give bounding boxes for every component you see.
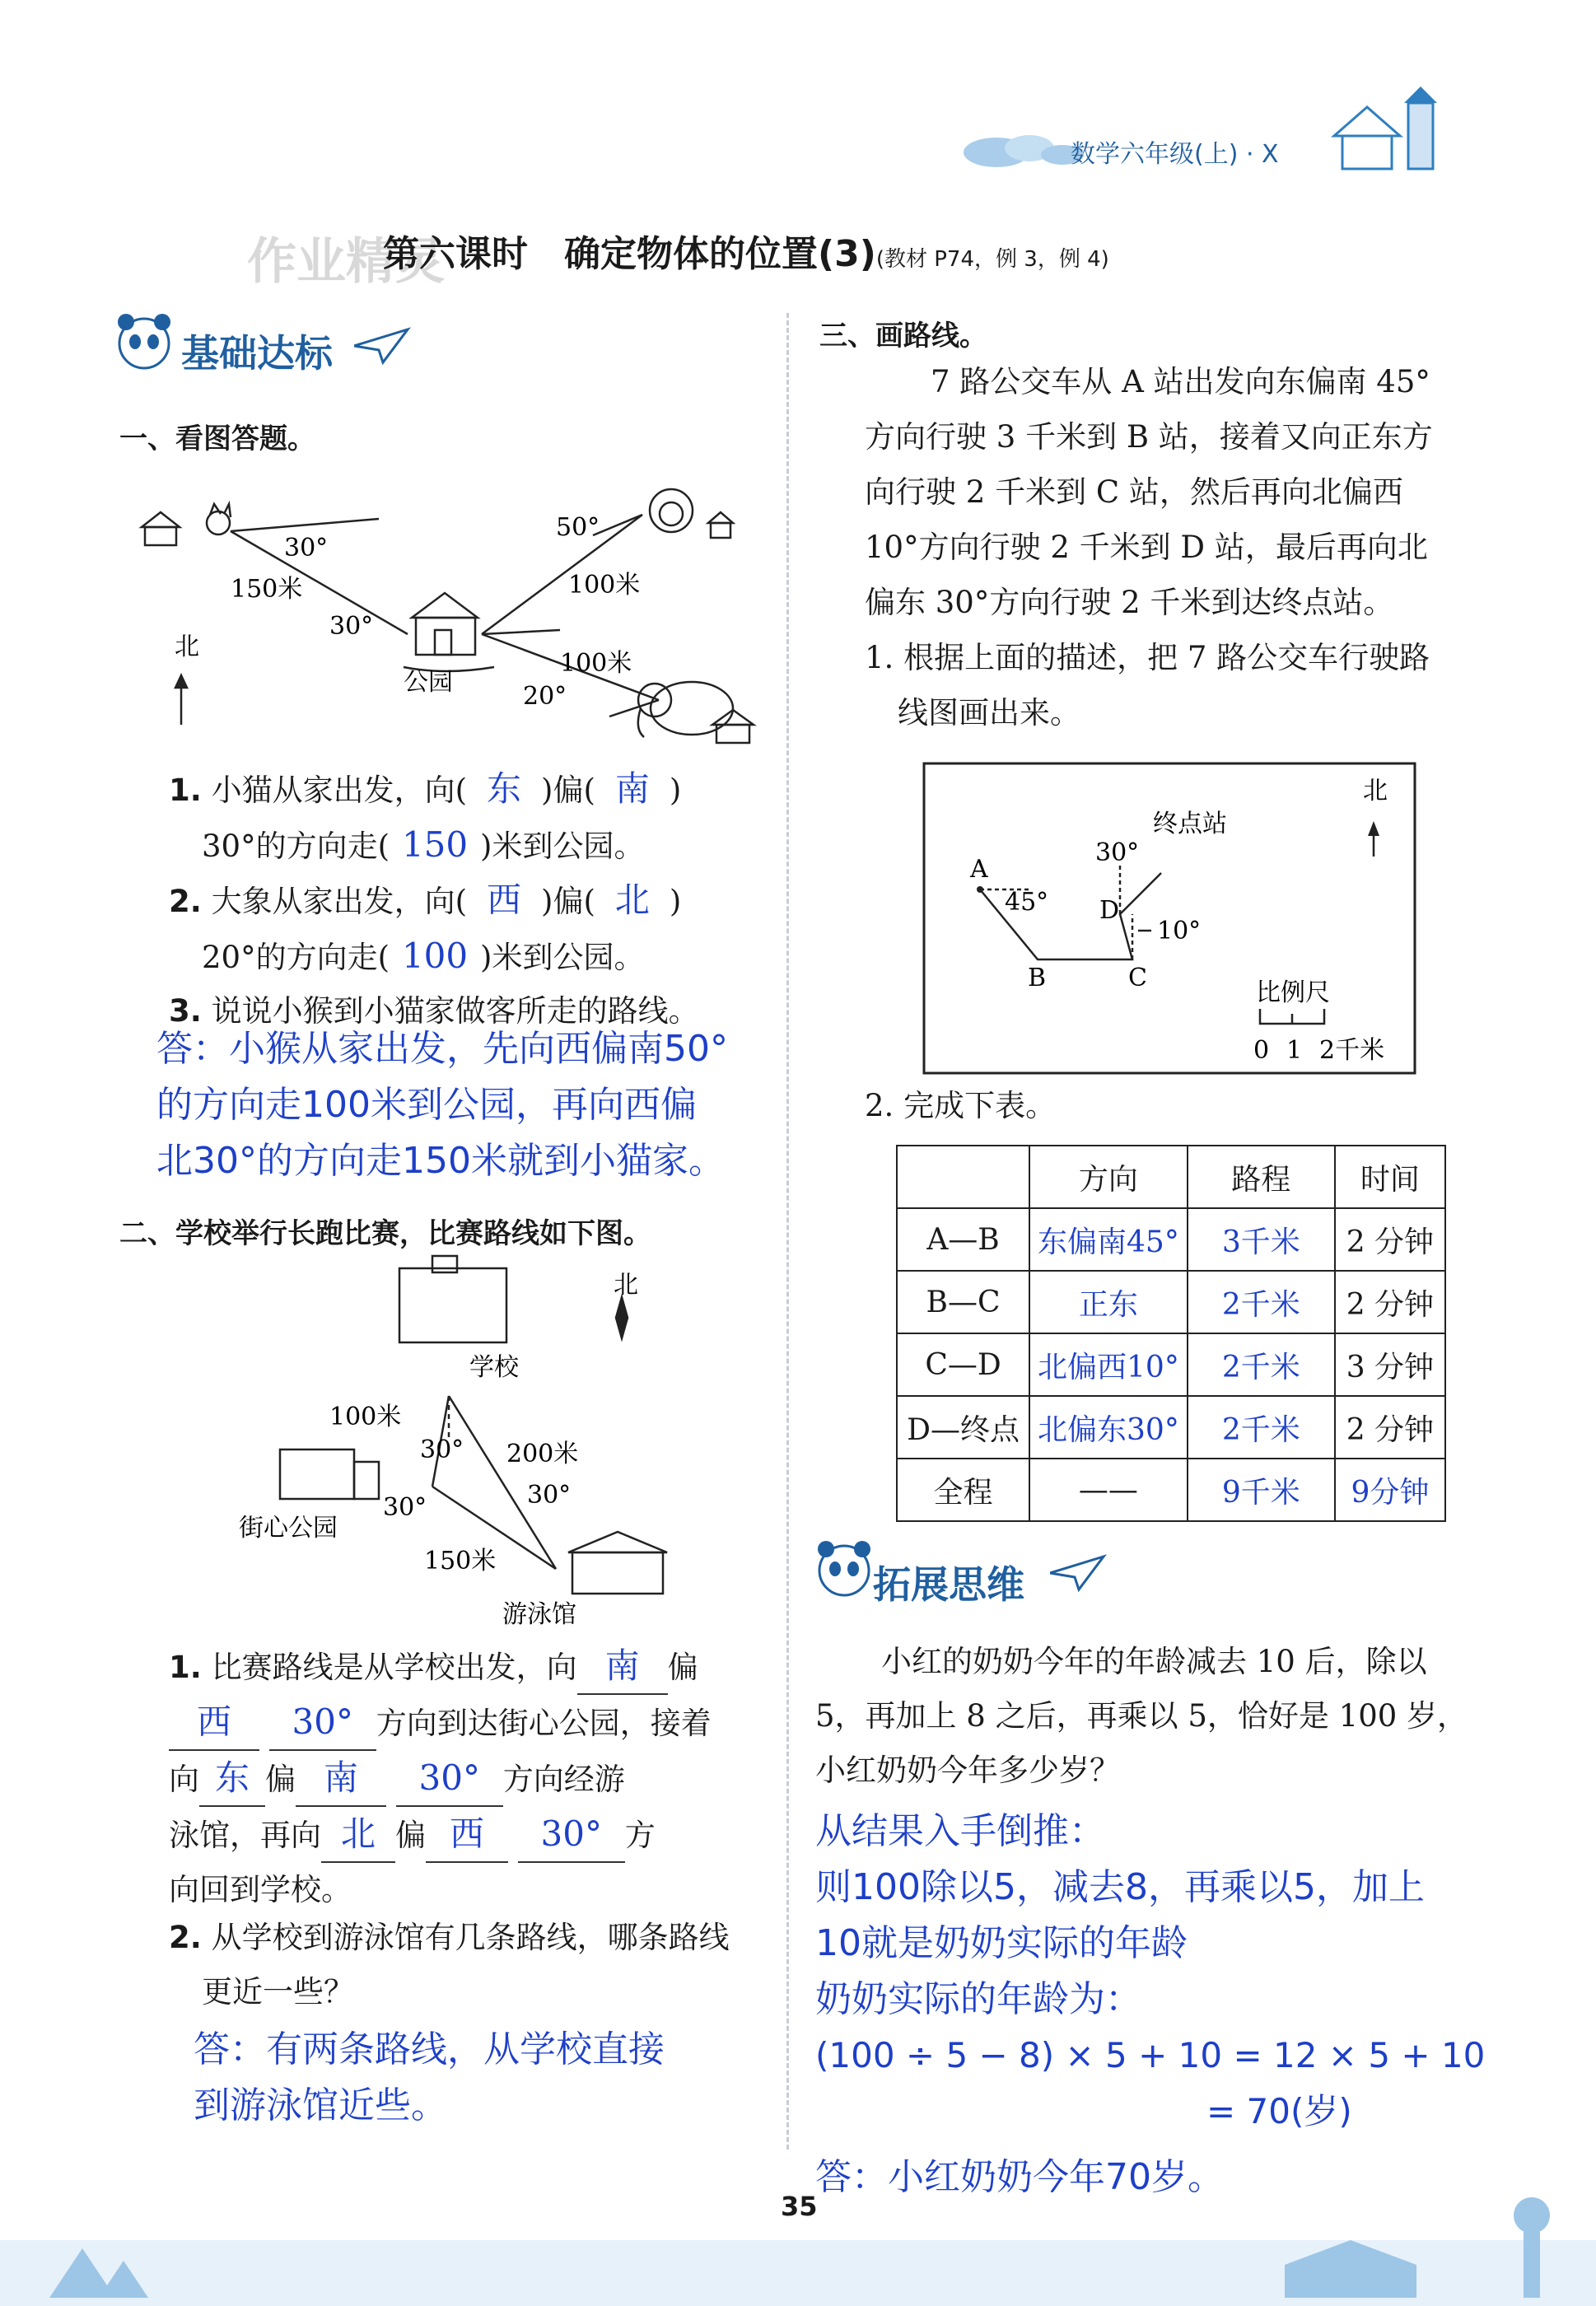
school-label: 学校 [469, 1353, 519, 1382]
lesson-title [383, 224, 1109, 277]
column-divider [786, 313, 789, 2150]
badge-basic [181, 324, 333, 378]
table-row [897, 1333, 1445, 1396]
s4-p3: 小红奶奶今年多少岁？ [815, 1753, 1120, 1788]
s2-q1-t3: 方向到达街心公园，接着 [376, 1706, 712, 1741]
s1-q1-t2: )偏( [541, 773, 595, 808]
distance-100b: 100米 [560, 649, 632, 678]
distance-150: 150米 [231, 575, 303, 604]
table-cell-time: 3 分钟 [1335, 1333, 1445, 1396]
table-header-cell: 路程 [1188, 1146, 1335, 1208]
s1-q3-num: 3. [169, 993, 202, 1029]
angle-30a: 30° [284, 534, 329, 562]
table-row [897, 1271, 1445, 1333]
s1-q3-text: 说说小猴到小猫家做客所走的路线。 [211, 993, 699, 1029]
section1-heading: 一、看图答题。 [119, 422, 315, 455]
s1-q2-t4: 20°的方向走( [202, 940, 390, 975]
s2-q2-t2: 更近一些？ [202, 1974, 354, 2010]
table-row [897, 1396, 1445, 1459]
s2-q2-answer [194, 2022, 665, 2134]
s2-q1-answer7: 北 [321, 1807, 395, 1863]
s2-q1-t4: 向 [169, 1762, 199, 1797]
map-angle-45: 45° [1005, 888, 1049, 917]
map-scale-2: 2千米 [1319, 1036, 1385, 1065]
figure-race-route [222, 1252, 716, 1631]
s3-q2: 2. 完成下表。 [865, 1088, 1057, 1123]
s1-q1-answer1: 东 [487, 768, 522, 809]
lesson-ref: (教材 P74，例 3，例 4) [875, 247, 1109, 272]
race-distance-150: 150米 [424, 1547, 497, 1575]
s1-q3-answer-line3: 北30°的方向走150米就到小猫家。 [156, 1140, 725, 1182]
map-scale-label: 比例尺 [1256, 978, 1330, 1007]
s1-q1-t3: ) [669, 773, 682, 808]
bus-route-map [922, 762, 1416, 1075]
section3-heading: 三、画路线。 [819, 320, 987, 352]
s4-solution-line2: 则100除以5，减去8，再乘以5，加上 [815, 1866, 1425, 1908]
s3-p2: 方向行驶 3 千米到 B 站，接着又向正东方 [865, 419, 1433, 455]
watermark: 作业精灵 [247, 233, 445, 291]
s4-equation-line2: = 70(岁) [1206, 2091, 1352, 2131]
house-icon [1318, 86, 1449, 177]
s1-q3-answer-line2: 的方向走100米到公园，再向西偏 [156, 1084, 697, 1126]
map-point-b: B [1028, 964, 1047, 992]
s3-p4: 10°方向行驶 2 千米到 D 站，最后再向北 [865, 530, 1428, 565]
route-table [896, 1145, 1446, 1522]
s4-solution-line4: 奶奶实际的年龄为： [815, 1978, 1141, 2020]
table-row [897, 1459, 1445, 1521]
s1-q1-t4: 30°的方向走( [202, 829, 390, 864]
table-header-cell [897, 1146, 1029, 1208]
race-north-label: 北 [614, 1271, 638, 1300]
race-distance-100: 100米 [329, 1403, 402, 1431]
s2-q1-t8: 偏 [395, 1818, 426, 1853]
pool-label: 游泳馆 [502, 1600, 576, 1629]
s2-q1-t2: 偏 [667, 1650, 698, 1685]
map-scale-0: 0 [1253, 1036, 1270, 1065]
s4-final-answer: 答：小红奶奶今年70岁。 [815, 2156, 1224, 2198]
table-cell-distance: 9千米 [1188, 1459, 1335, 1521]
race-angle-30c: 30° [527, 1481, 572, 1510]
s4-solution-line3: 10就是奶奶实际的年龄 [815, 1922, 1188, 1964]
table-cell-distance: 3千米 [1188, 1208, 1335, 1271]
paper-plane-icon [354, 325, 412, 366]
s2-q2-answer-line2: 到游泳馆近些。 [194, 2084, 447, 2126]
table-header-row [897, 1146, 1445, 1208]
table-cell-direction: 北偏西10° [1029, 1333, 1188, 1396]
map-north-label: 北 [1363, 777, 1388, 805]
s1-q2-answer3: 100 [401, 936, 469, 976]
table-header-cell: 方向 [1029, 1146, 1188, 1208]
badge-extend-text: 拓展思维 [873, 1562, 1024, 1607]
s2-q1-answer5: 南 [296, 1751, 386, 1807]
s3-p3: 向行驶 2 千米到 C 站，然后再向北偏西 [865, 474, 1403, 510]
s1-q2-t5: )米到公园。 [480, 940, 645, 975]
panda-icon-2 [811, 1536, 877, 1606]
map-angle-30: 30° [1095, 838, 1140, 867]
s4-equation-line1: (100 ÷ 5 − 8) × 5 + 10 = 12 × 5 + 10 [815, 2035, 1486, 2075]
s2-q1-t6: 方向经游 [502, 1762, 625, 1797]
table-header-cell: 时间 [1335, 1146, 1445, 1208]
s2-q1-num: 1. [169, 1650, 202, 1685]
s4-solution-line1: 从结果入手倒推： [815, 1810, 1105, 1852]
s1-q3-answer [156, 1021, 728, 1189]
s3-q1-line1: 1. 根据上面的描述，把 7 路公交车行驶路 [865, 640, 1430, 675]
paper-plane-icon-2 [1050, 1552, 1108, 1594]
table-cell-time: 9分钟 [1335, 1459, 1445, 1521]
distance-100a: 100米 [568, 571, 641, 600]
s2-q1-answer3: 30° [269, 1695, 376, 1751]
race-angle-30b: 30° [383, 1493, 427, 1522]
s1-q2 [169, 873, 762, 985]
s2-q1 [169, 1639, 762, 1917]
table-cell-segment: D—终点 [897, 1396, 1029, 1459]
book-title: 数学六年级(上) · X [1071, 140, 1279, 169]
table-cell-time: 2 分钟 [1335, 1271, 1445, 1333]
s2-q2-t1: 从学校到游泳馆有几条路线，哪条路线 [211, 1920, 730, 1955]
badge-extend [873, 1555, 1024, 1609]
s2-q1-answer6: 30° [396, 1751, 503, 1807]
s1-q1-answer2: 南 [614, 768, 650, 809]
section3-description [865, 354, 1540, 740]
map-scale-1: 1 [1286, 1036, 1303, 1065]
s1-q3-answer-line1: 答：小猴从家出发，先向西偏南50° [156, 1028, 728, 1070]
table-row [897, 1208, 1445, 1271]
s1-q1-t5: )米到公园。 [480, 829, 645, 864]
s2-q2 [169, 1911, 762, 2019]
s1-q2-t3: ) [669, 884, 682, 919]
s3-p1: 7 路公交车从 A 站出发向东偏南 45° [931, 364, 1430, 399]
page-number: 35 [781, 2191, 818, 2222]
table-cell-direction: —— [1029, 1459, 1188, 1521]
s2-q1-t10: 向回到学校。 [169, 1872, 352, 1907]
race-distance-200: 200米 [506, 1440, 579, 1468]
map-point-d: D [1099, 896, 1120, 925]
map-point-a: A [970, 855, 988, 884]
s3-p5: 偏东 30°方向行驶 2 千米到达终点站。 [865, 585, 1394, 620]
angle-20: 20° [523, 682, 567, 711]
s2-q2-answer-line1: 答：有两条路线，从学校直接 [194, 2028, 665, 2070]
badge-basic-text: 基础达标 [181, 331, 333, 376]
panda-icon [111, 309, 177, 379]
s1-q2-answer2: 北 [614, 880, 650, 920]
s1-q2-answer1: 西 [487, 880, 522, 920]
park-label: 公园 [404, 668, 453, 697]
s2-q1-answer4: 东 [199, 1751, 265, 1807]
s2-q1-answer8: 西 [426, 1807, 508, 1863]
table-cell-distance: 2千米 [1188, 1333, 1335, 1396]
s1-q1 [169, 762, 762, 874]
s2-q1-t9: 方 [624, 1818, 656, 1853]
table-cell-direction: 北偏东30° [1029, 1396, 1188, 1459]
section2-heading: 二、学校举行长跑比赛，比赛路线如下图。 [119, 1217, 651, 1250]
lesson-title-text: 第六课时 确定物体的位置(3) [383, 233, 876, 275]
race-angle-30a: 30° [420, 1435, 464, 1464]
s2-q1-answer2: 西 [169, 1695, 259, 1751]
s1-q2-num: 2. [169, 884, 202, 919]
s1-q2-t1: 大象从家出发，向( [211, 884, 468, 919]
s1-q1-t1: 小猫从家出发，向( [211, 773, 468, 808]
table-cell-time: 2 分钟 [1335, 1208, 1445, 1271]
s2-q1-t7: 泳馆，再向 [169, 1818, 321, 1853]
table-cell-segment: C—D [897, 1333, 1029, 1396]
street-park-label: 街心公园 [239, 1514, 338, 1543]
s3-q1-line2: 线图画出来。 [898, 695, 1080, 731]
table-cell-direction: 东偏南45° [1029, 1208, 1188, 1271]
map-point-c: C [1128, 964, 1147, 992]
north-label: 北 [175, 633, 199, 661]
table-cell-segment: 全程 [897, 1459, 1029, 1521]
table-cell-direction: 正东 [1029, 1271, 1188, 1333]
s2-q1-t5: 偏 [265, 1762, 296, 1797]
s2-q1-answer1: 南 [577, 1639, 668, 1695]
s1-q1-num: 1. [169, 773, 202, 808]
angle-50: 50° [556, 513, 600, 542]
footer-decoration [0, 2141, 1596, 2306]
section4-problem [815, 1635, 1540, 1798]
s1-q1-answer3: 150 [401, 824, 469, 865]
figure-park-map [132, 478, 782, 758]
s2-q1-answer9: 30° [518, 1807, 625, 1863]
table-cell-distance: 2千米 [1188, 1396, 1335, 1459]
s2-q1-t1: 比赛路线是从学校出发，向 [211, 1650, 577, 1685]
map-end-station: 终点站 [1153, 810, 1227, 838]
s4-p1: 小红的奶奶今年的年龄减去 10 后，除以 [881, 1644, 1427, 1679]
map-angle-10: 10° [1157, 917, 1202, 945]
s2-q2-num: 2. [169, 1920, 202, 1955]
s4-p2: 5，再加上 8 之后，再乘以 5，恰好是 100 岁， [815, 1698, 1468, 1734]
angle-30b: 30° [329, 612, 374, 641]
table-cell-time: 2 分钟 [1335, 1396, 1445, 1459]
north-arrow-icon [1368, 821, 1379, 836]
table-cell-segment: A—B [897, 1208, 1029, 1271]
table-cell-distance: 2千米 [1188, 1271, 1335, 1333]
s1-q2-t2: )偏( [541, 884, 595, 919]
table-cell-segment: B—C [897, 1271, 1029, 1333]
